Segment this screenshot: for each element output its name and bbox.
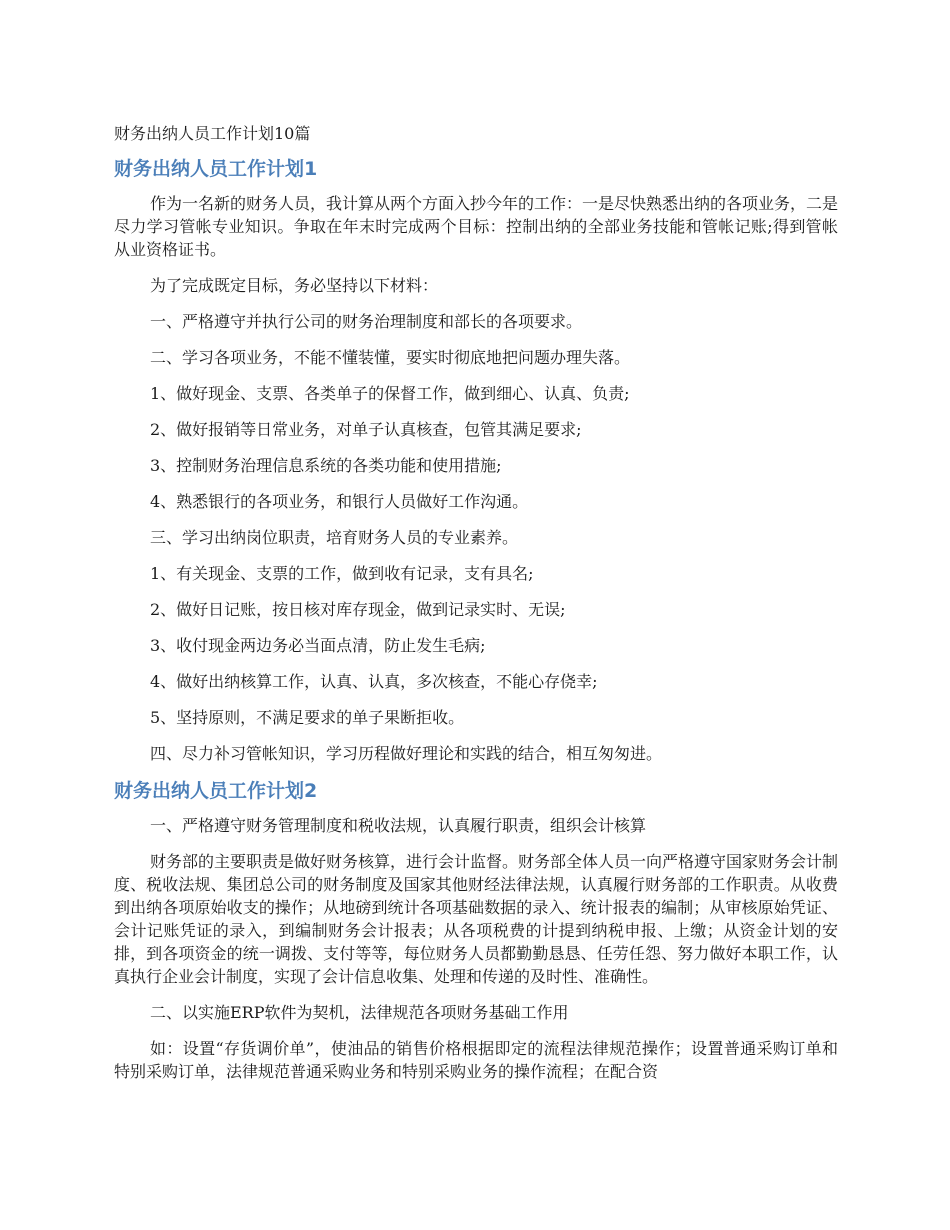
list-item: 5、坚持原则，不满足要求的单子果断拒收。 [150,708,465,727]
paragraph: 二、学习各项业务，不能不懂装懂，要实时彻底地把问题办理失落。 [150,348,631,367]
paragraph: 为了完成既定目标，务必坚持以下材料： [150,276,439,295]
paragraph: 二、以实施ERP软件为契机，法律规范各项财务基础工作用 [150,1003,569,1022]
section-1-heading: 财务出纳人员工作计划1 [114,158,318,180]
paragraph: 三、学习出纳岗位职责，培育财务人员的专业素养。 [150,528,519,547]
paragraph: 如：设置“存货调价单”，使油品的销售价格根据即定的流程法律规范操作；设置普通采购订单和特别采购订单，法律规范普通采购业务和特别采购业务的操作流程；在配合资 [114,1039,838,1081]
document-title: 财务出纳人员工作计划10篇 [114,124,311,143]
list-item: 3、收付现金两边务必当面点清，防止发生毛病; [150,636,486,655]
list-item: 2、做好日记账，按日核对库存现金，做到记录实时、无误; [150,600,566,619]
list-item: 3、控制财务治理信息系统的各类功能和使用措施; [150,456,502,475]
list-item: 4、熟悉银行的各项业务，和银行人员做好工作沟通。 [150,492,529,511]
list-item: 4、做好出纳核算工作，认真、认真，多次核查，不能心存侥幸; [150,672,598,691]
document-body [114,122,838,1096]
list-item: 1、做好现金、支票、各类单子的保督工作，做到细心、认真、负责; [150,384,630,403]
list-item: 1、有关现金、支票的工作，做到收有记录，支有具名; [150,564,534,583]
paragraph: 财务部的主要职责是做好财务核算，进行会计监督。财务部全体人员一向严格遵守国家财务会计制度、税收法规、集团总公司的财务制度及国家其他财经法律法规，认真履行财务部的工作职责。从收费到出纳各项原始收支的操作；从地磅到统计各项基础数据的录入、统计报表的编制；从审核原始凭证、会计记账凭证的录入，到编制财务会计报表；从各项税费的计提到纳税申报、上缴；从资金计划的安排，到各项资金的统一调拨、支付等等，每位财务人员都勤勤恳恳、任劳任怨、努力做好本职工作，认真执行企业会计制度，实现了会计信息收集、处理和传递的及时性、准确性。 [114,852,839,986]
paragraph: 一、严格遵守财务管理制度和税收法规，认真履行职责，组织会计核算 [150,816,647,835]
section-2-heading: 财务出纳人员工作计划2 [114,780,318,802]
list-item: 2、做好报销等日常业务，对单子认真核查，包管其满足要求; [150,420,582,439]
paragraph: 四、尽力补习管帐知识，学习历程做好理论和实践的结合，相互匆匆进。 [150,744,663,763]
paragraph: 作为一名新的财务人员，我计算从两个方面入抄今年的工作：一是尽快熟悉出纳的各项业务，二是尽力学习管帐专业知识。争取在年末时完成两个目标：控制出纳的全部业务技能和管帐记账;得到管帐从业资格证书。 [114,194,839,259]
paragraph: 一、严格遵守并执行公司的财务治理制度和部长的各项要求。 [150,312,583,331]
